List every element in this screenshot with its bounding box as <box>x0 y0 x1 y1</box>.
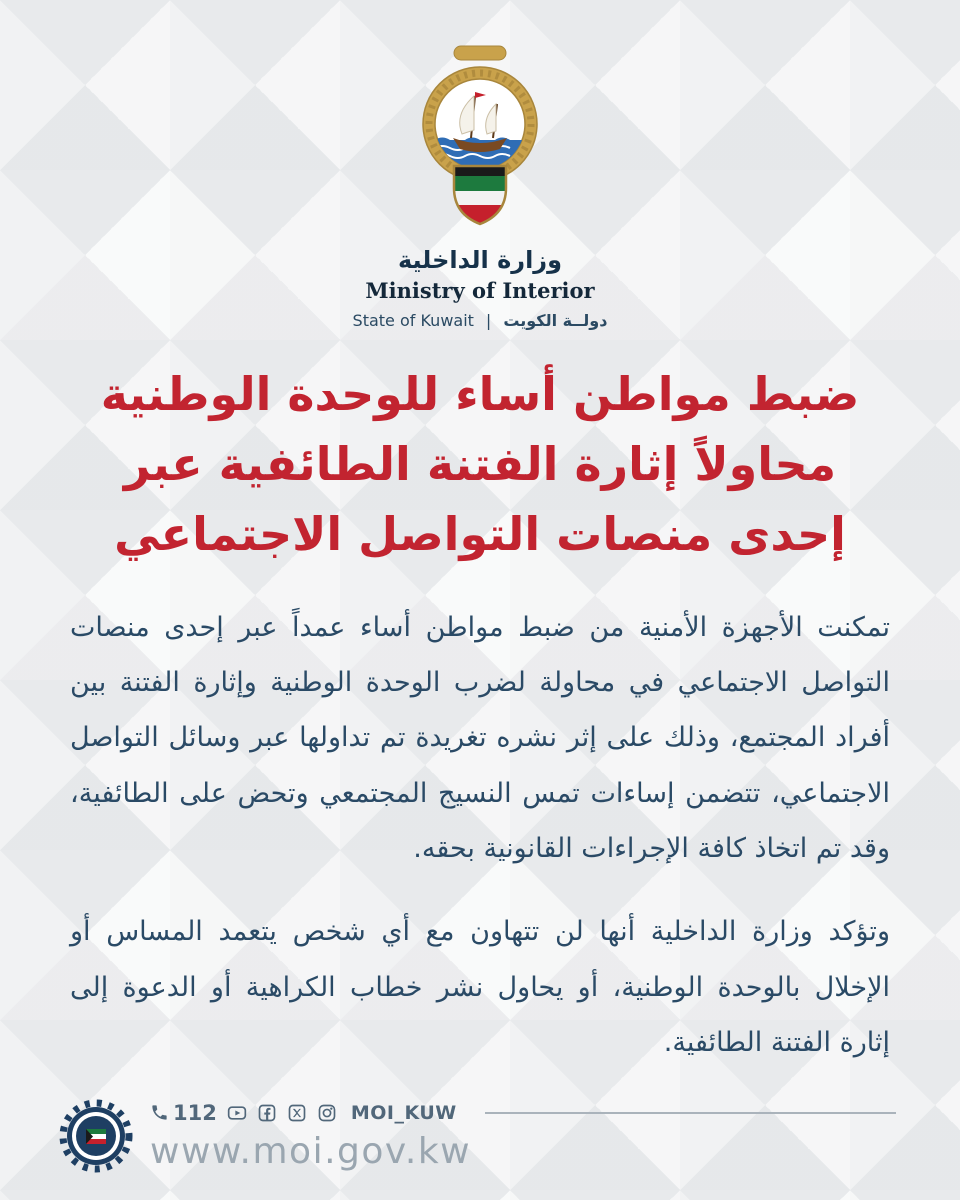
kuwait-national-emblem-icon <box>405 44 555 240</box>
phone-group <box>150 1101 217 1125</box>
headline <box>40 360 920 570</box>
masthead <box>0 0 960 330</box>
body-paragraph-2: وتؤكد وزارة الداخلية أنها لن تتهاون مع أي شخص يتعمد المساس أو الإخلال بالوحدة الوطنية، أو يحاول نشر خطاب الكراهية أو الدعوة إلى إثارة الفتنة الطائفية. <box>70 916 890 1059</box>
website-url: www.moi.gov.kw <box>150 1130 472 1172</box>
footer-divider-line <box>485 1112 896 1114</box>
headline-line-3: إحدى منصات التواصل الاجتماعي <box>114 506 846 561</box>
state-of-kuwait-english: State of Kuwait <box>352 311 474 330</box>
footer-text-block <box>150 1101 896 1172</box>
moi-police-badge-icon <box>58 1098 134 1174</box>
footer-contact-row <box>150 1101 896 1125</box>
separator: | <box>485 311 492 330</box>
facebook-icon <box>257 1103 277 1123</box>
youtube-icon <box>227 1103 247 1123</box>
body-paragraph-1: تمكنت الأجهزة الأمنية من ضبط مواطن أساء عمداً عبر إحدى منصات التواصل الاجتماعي في محاولة لضرب الوحدة الوطنية وإثارة الفتنة بين أفراد المجتمع، وذلك على إثر نشره تغريدة تم تداولها عبر وسائل التواصل الاجتماعي، تتضمن إساءات تمس النسيج المجتمعي وتحض على الطائفية، وقد تم اتخاذ كافة الإجراءات القانونية بحقه. <box>70 611 890 865</box>
statement-body <box>70 600 890 1071</box>
footer <box>58 1098 896 1174</box>
x-icon <box>287 1103 307 1123</box>
headline-line-2: محاولاً إثارة الفتنة الطائفية عبر <box>123 436 837 491</box>
emergency-number: 112 <box>173 1100 217 1125</box>
ministry-name-english: Ministry of Interior <box>365 278 595 303</box>
state-of-kuwait-arabic: دولــة الكويت <box>503 311 608 330</box>
instagram-icon <box>317 1103 337 1123</box>
state-line <box>0 311 960 330</box>
ministry-name-arabic: وزارة الداخلية <box>397 246 563 274</box>
phone-icon <box>150 1103 169 1122</box>
headline-line-1: ضبط مواطن أساء للوحدة الوطنية <box>100 367 860 421</box>
social-handle: MOI_KUW <box>350 1101 457 1124</box>
